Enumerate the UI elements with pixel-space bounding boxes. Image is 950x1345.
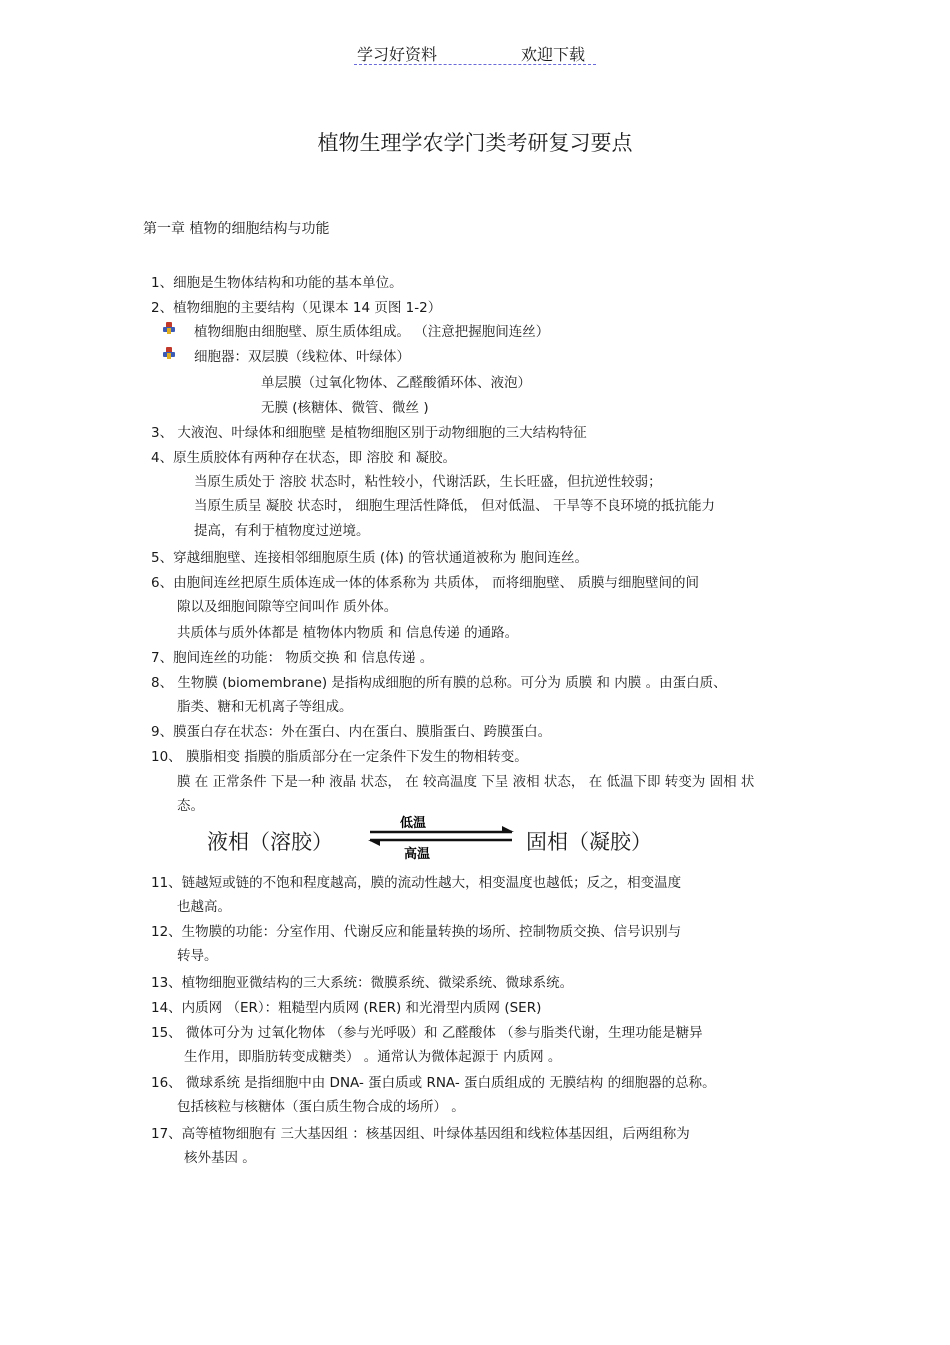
document-title: 植物生理学农学门类考研复习要点: [317, 131, 633, 155]
bullet-icon: [163, 347, 175, 359]
content-line: 14、内质网 （ER）：粗糙型内质网 (RER) 和光滑型内质网 (SER): [151, 1000, 542, 1016]
content-line: 植物细胞由细胞壁、原生质体组成。 （注意把握胞间连丝）: [194, 324, 550, 340]
header-left-text: 学习好资料: [357, 45, 438, 64]
content-line: 1、细胞是生物体结构和功能的基本单位。: [151, 275, 403, 291]
equation-left-term: 液相（溶胶）: [207, 830, 333, 854]
content-line: 生作用，即脂肪转变成糖类） 。通常认为微体起源于 内质网 。: [184, 1049, 562, 1065]
content-line: 3、 大液泡、叶绿体和细胞壁 是植物细胞区别于动物细胞的三大结构特征: [151, 425, 587, 441]
content-line: 7、胞间连丝的功能： 物质交换 和 信息传递 。: [151, 650, 434, 666]
content-line: 单层膜（过氧化物体、乙醛酸循环体、液泡）: [261, 375, 531, 391]
bullet-icon: [163, 322, 175, 334]
forward-arrow-head: [502, 826, 514, 832]
content-line: 16、 微球系统 是指细胞中由 DNA- 蛋白质或 RNA- 蛋白质组成的 无膜结构 的细胞器的总称。: [151, 1075, 716, 1091]
content-line: 态。: [177, 798, 204, 814]
content-line: 8、 生物膜 (biomembrane) 是指构成细胞的所有膜的总称。可分为 质膜 和 内膜 。由蛋白质、: [151, 675, 727, 691]
content-line: 11、链越短或链的不饱和程度越高，膜的流动性越大，相变温度也越低；反之，相变温度: [151, 875, 682, 891]
content-line: 转导。: [177, 948, 218, 964]
arrow-top-label: 低温: [400, 816, 427, 831]
equation-right-term: 固相（凝胶）: [526, 830, 652, 854]
header-right-text: 欢迎下载: [521, 45, 586, 64]
content-line: 当原生质呈 凝胶 状态时， 细胞生理活性降低， 但对低温、 干旱等不良环境的抵抗能力: [194, 498, 715, 514]
content-line: 17、高等植物细胞有 三大基因组 ：核基因组、叶绿体基因组和线粒体基因组，后两组称为: [151, 1126, 690, 1142]
content-line: 细胞器：双层膜（线粒体、叶绿体）: [194, 349, 410, 365]
content-line: 9、膜蛋白存在状态：外在蛋白、内在蛋白、膜脂蛋白、跨膜蛋白。: [151, 724, 552, 740]
content-line: 核外基因 。: [184, 1150, 256, 1166]
backward-arrow-head: [368, 840, 380, 846]
content-line: 5、穿越细胞壁、连接相邻细胞原生质 (体) 的管状通道被称为 胞间连丝。: [151, 550, 588, 566]
content-line: 13、植物细胞亚微结构的三大系统：微膜系统、微梁系统、微球系统。: [151, 975, 574, 991]
reversible-arrow-icon: [364, 812, 522, 862]
content-line: 15、 微体可分为 过氧化物体 （参与光呼吸）和 乙醛酸体 （参与脂类代谢，生理功能是糖异: [151, 1025, 703, 1041]
content-line: 2、植物细胞的主要结构（见课本 14 页图 1-2）: [151, 300, 442, 316]
content-line: 共质体与质外体都是 植物体内物质 和 信息传递 的通路。: [177, 625, 519, 641]
content-line: 包括核粒与核糖体（蛋白质生物合成的场所） 。: [177, 1099, 465, 1115]
content-line: 4、原生质胶体有两种存在状态，即 溶胶 和 凝胶。: [151, 450, 456, 466]
content-line: 脂类、糖和无机离子等组成。: [177, 699, 353, 715]
header-divider: [354, 64, 596, 65]
content-line: 无膜 (核糖体、微管、微丝 ): [261, 400, 429, 416]
arrow-bottom-label: 高温: [404, 847, 431, 862]
content-line: 提高，有利于植物度过逆境。: [194, 523, 370, 539]
content-line: 也越高。: [177, 899, 231, 915]
content-line: 隙以及细胞间隙等空间叫作 质外体。: [177, 599, 398, 615]
content-line: 12、生物膜的功能：分室作用、代谢反应和能量转换的场所、控制物质交换、信号识别与: [151, 924, 682, 940]
content-line: 膜 在 正常条件 下是一种 液晶 状态， 在 较高温度 下呈 液相 状态， 在 低温下即 转变为 固相 状: [177, 774, 755, 790]
chapter-heading: 第一章 植物的细胞结构与功能: [143, 221, 330, 237]
content-line: 当原生质处于 溶胶 状态时，粘性较小，代谢活跃，生长旺盛，但抗逆性较弱；: [194, 474, 662, 490]
content-line: 6、由胞间连丝把原生质体连成一体的体系称为 共质体， 而将细胞壁、 质膜与细胞壁间的间: [151, 575, 699, 591]
content-line: 10、 膜脂相变 指膜的脂质部分在一定条件下发生的物相转变。: [151, 749, 528, 765]
